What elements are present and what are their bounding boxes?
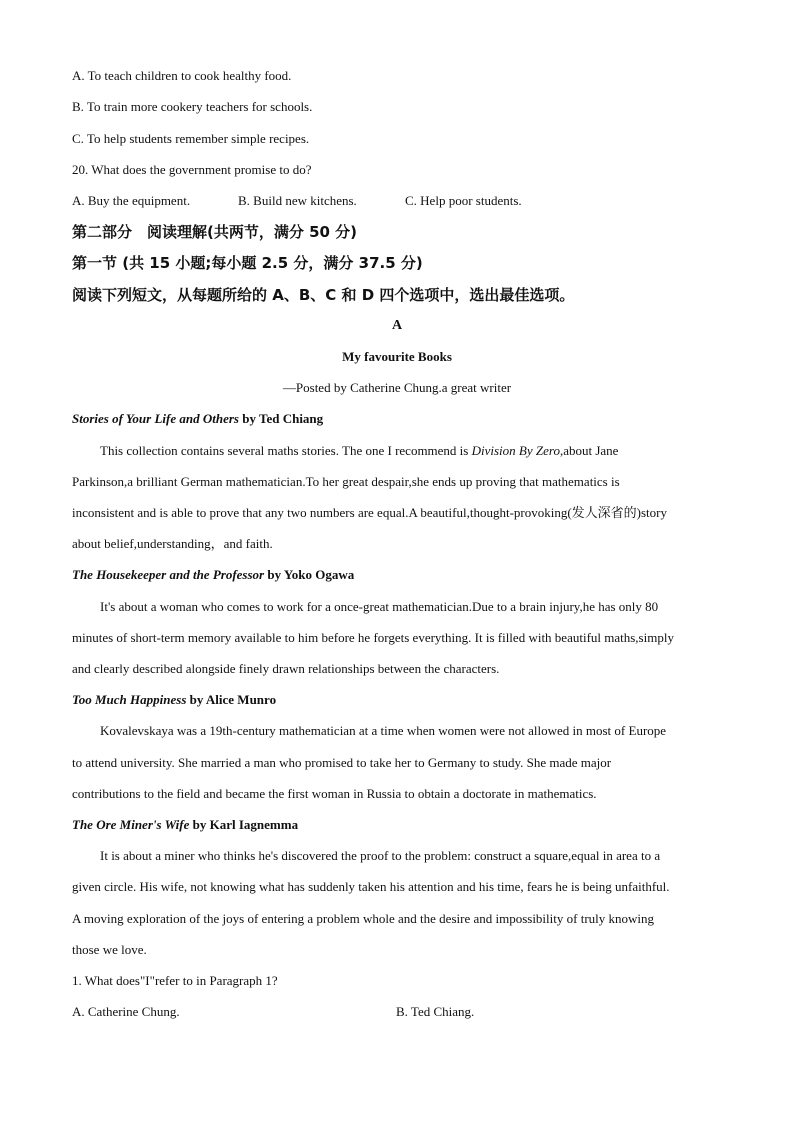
book-paragraph-line: Kovalevskaya was a 19th-century mathematician at a time when women were not allowed in most of Europe [100,723,667,738]
book-paragraph-line: minutes of short-term memory available to him before he forgets everything. It is filled with beautiful maths,simply [72,630,674,645]
book-paragraph-line: It's about a woman who comes to work for a once-great mathematician.Due to a brain injury,he has only 80 [100,599,659,614]
q20-options [72,193,522,209]
section1-heading: 第一节 (共 15 小题;每小题 2.5 分，满分 37.5 分) [72,254,423,272]
book-paragraph-line: inconsistent and is able to prove that any two numbers are equal.A beautiful,thought-provoking(发人深省的)story [72,505,667,520]
book-paragraph-line: about belief,understanding，and faith. [72,536,273,551]
text-run: This collection contains several maths stories. The one I recommend is [100,443,472,458]
q1-option-b: B. Ted Chiang. [396,1004,475,1019]
q20-question: 20. What does the government promise to do? [72,162,312,177]
book-paragraph-line: It is about a miner who thinks he's discovered the proof to the problem: construct a square,equal in area to a [100,848,661,863]
q1-question: 1. What does"I"refer to in Paragraph 1? [72,973,278,988]
instruction-text: 阅读下列短文，从每题所给的 A、B、C 和 D 四个选项中，选出最佳选项。 [72,286,575,304]
book-title: Stories of Your Life and Others [72,411,239,426]
passage-byline: —Posted by Catherine Chung.a great writer [282,380,512,395]
book-author: by Yoko Ogawa [264,567,355,582]
story-title: Division By Zero [471,443,560,458]
book-paragraph-line [100,443,618,459]
part2-heading: 第二部分 阅读理解(共两节，满分 50 分) [72,223,358,241]
q1-options [72,1004,474,1020]
book-paragraph-line: A moving exploration of the joys of entering a problem whole and the desire and impossibility of truly knowing [72,911,655,926]
book-paragraph-line: Parkinson,a brilliant German mathematician.To her great despair,she ends up proving that mathematics is [72,474,620,489]
q20-option-a: A. Buy the equipment. [72,193,191,208]
book-paragraph-line: to attend university. She married a man who promised to take her to Germany to study. She made major [72,755,612,770]
book-heading [72,817,298,833]
book-title: The Ore Miner's Wife [72,817,190,832]
book-heading [72,567,354,583]
book-author: by Karl Iagnemma [189,817,299,832]
q1-option-a: A. Catherine Chung. [72,1004,180,1019]
book-paragraph-line: and clearly described alongside finely drawn relationships between the characters. [72,661,500,676]
q20-option-b: B. Build new kitchens. [238,193,357,208]
text-run: ,about Jane [559,443,619,458]
q19-option-b: B. To train more cookery teachers for schools. [72,99,313,114]
book-paragraph-line: given circle. His wife, not knowing what has suddenly taken his attention and his time, fears he is being unfaithful. [72,879,670,894]
q19-option-a: A. To teach children to cook healthy food. [72,68,292,83]
book-title: The Housekeeper and the Professor [72,567,265,582]
book-author: by Ted Chiang [238,411,324,426]
passage-letter: A [391,318,403,333]
book-heading [72,692,276,708]
q19-option-c: C. To help students remember simple recipes. [72,131,310,146]
book-author: by Alice Munro [186,692,277,707]
book-heading [72,411,323,427]
book-title: Too Much Happiness [72,692,187,707]
q20-option-c: C. Help poor students. [405,193,522,208]
book-paragraph-line: contributions to the field and became the first woman in Russia to obtain a doctorate in mathematics. [72,786,597,801]
passage-title: My favourite Books [342,349,452,364]
book-paragraph-line: those we love. [72,942,147,957]
